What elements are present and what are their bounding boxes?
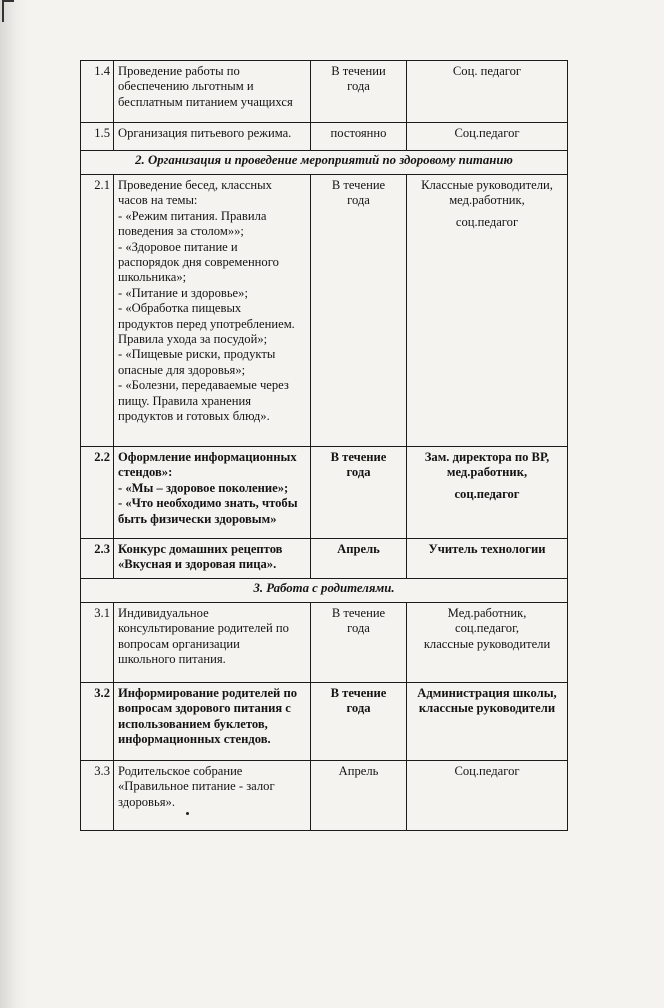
page-edge-shadow — [0, 0, 28, 1008]
activity-line: здоровья». — [118, 794, 175, 809]
ink-dot — [186, 812, 189, 815]
activity-line: вопросам здорового питания с — [118, 701, 291, 716]
table-row — [81, 603, 568, 683]
section-header-row — [81, 151, 568, 175]
activity-line: «Вкусная и здоровая пица». — [118, 557, 277, 572]
activity-line: информационных стендов. — [118, 732, 271, 747]
responsible-line: соц.педагог — [454, 486, 520, 501]
activity-line: - «Обработка пищевых — [118, 301, 242, 316]
responsible-cell — [407, 175, 568, 447]
term-line: постоянно — [330, 126, 387, 140]
activity-line: часов на темы: — [118, 193, 198, 208]
table-row — [81, 123, 568, 151]
term-line: В течение — [331, 178, 386, 192]
responsible-line: мед.работник, — [446, 465, 528, 480]
row-number: 3.3 — [81, 761, 114, 831]
row-number: 2.1 — [81, 175, 114, 447]
section-title: 2. Организация и проведение мероприятий по здоровому питанию — [81, 151, 568, 175]
activity-line: Индивидуальное — [118, 606, 209, 620]
responsible-line: Администрация школы, — [417, 686, 557, 700]
term-cell — [311, 447, 407, 539]
activities-table — [80, 60, 568, 831]
activity-cell — [114, 761, 311, 831]
term-line: года — [346, 701, 371, 716]
activity-line: школьника»; — [118, 270, 187, 285]
activity-line: консультирование родителей по — [118, 621, 289, 636]
term-cell — [311, 683, 407, 761]
term-line: В течение — [331, 606, 386, 620]
responsible-line: соц.педагог — [455, 214, 519, 229]
responsible-line: Соц. педагог — [452, 64, 522, 78]
corner-mark — [2, 0, 14, 22]
activity-line: распорядок дня современного — [118, 255, 279, 270]
section-header-row — [81, 579, 568, 603]
activity-line: - «Мы – здоровое поколение»; — [118, 480, 289, 495]
table-row — [81, 761, 568, 831]
activity-line: школьного питания. — [118, 652, 226, 667]
responsible-cell — [407, 761, 568, 831]
term-cell — [311, 175, 407, 447]
responsible-line: Классные руководители, — [421, 178, 553, 192]
row-number: 3.2 — [81, 683, 114, 761]
responsible-cell — [407, 683, 568, 761]
activity-cell — [114, 447, 311, 539]
activity-cell — [114, 539, 311, 579]
activity-cell — [114, 683, 311, 761]
responsible-line: Соц.педагог — [454, 126, 520, 140]
activity-line: Организация питьевого режима. — [118, 126, 292, 140]
activity-line: Родительское собрание — [118, 764, 243, 778]
term-cell — [311, 61, 407, 123]
responsible-cell — [407, 447, 568, 539]
term-line: В течение — [330, 686, 387, 700]
activity-line: Проведение бесед, классных — [118, 178, 272, 192]
activity-cell — [114, 61, 311, 123]
row-number: 1.5 — [81, 123, 114, 151]
activity-line: «Правильное питание - залог — [118, 779, 275, 794]
activity-line: - «Что необходимо знать, чтобы — [118, 496, 298, 511]
activity-line: - «Здоровое питание и — [118, 239, 238, 254]
activity-line: Проведение работы по — [118, 64, 240, 78]
term-line: года — [346, 465, 371, 480]
activity-cell — [114, 123, 311, 151]
activity-line: быть физически здоровым» — [118, 511, 277, 526]
row-number: 3.1 — [81, 603, 114, 683]
responsible-cell — [407, 603, 568, 683]
responsible-line: мед.работник, — [449, 193, 525, 208]
responsible-line: соц.педагог, — [455, 621, 519, 636]
term-cell — [311, 761, 407, 831]
responsible-line: классные руководители — [423, 636, 551, 651]
responsible-cell — [407, 539, 568, 579]
term-line: года — [347, 79, 370, 94]
row-number: 2.2 — [81, 447, 114, 539]
activity-line: обеспечению льготным и — [118, 79, 254, 94]
row-number: 2.3 — [81, 539, 114, 579]
activity-line: поведения за столом»»; — [118, 224, 244, 239]
activity-line: использованием буклетов, — [118, 716, 268, 731]
term-cell — [311, 123, 407, 151]
row-number: 1.4 — [81, 61, 114, 123]
plan-table — [80, 60, 568, 831]
responsible-cell — [407, 123, 568, 151]
activity-line: - «Режим питания. Правила — [118, 208, 267, 223]
activity-line: - «Питание и здоровье»; — [118, 285, 248, 300]
activity-line: продуктов и готовых блюд». — [118, 409, 270, 424]
responsible-cell — [407, 61, 568, 123]
activity-line: стендов»: — [118, 465, 173, 480]
activity-line: - «Пищевые риски, продукты — [118, 347, 276, 362]
activity-line: бесплатным питанием учащихся — [118, 94, 293, 109]
table-row — [81, 61, 568, 123]
responsible-line: Учитель технологии — [428, 542, 546, 556]
responsible-line: Зам. директора по ВР, — [424, 450, 550, 464]
section-title: 3. Работа с родителями. — [81, 579, 568, 603]
activity-line: - «Болезни, передаваемые через — [118, 378, 289, 393]
responsible-line: Соц.педагог — [454, 764, 520, 778]
activity-line: Правила ухода за посудой»; — [118, 332, 268, 347]
activity-cell — [114, 175, 311, 447]
term-line: Апрель — [338, 764, 379, 778]
term-cell — [311, 603, 407, 683]
term-cell — [311, 539, 407, 579]
activity-line: вопросам организации — [118, 636, 240, 651]
term-line: В течении — [331, 64, 386, 78]
activity-line: опасные для здоровья»; — [118, 362, 246, 377]
term-line: года — [347, 193, 370, 208]
table-row — [81, 175, 568, 447]
table-row — [81, 539, 568, 579]
activity-cell — [114, 603, 311, 683]
responsible-line: Мед.работник, — [447, 606, 527, 620]
activity-line: Информирование родителей по — [118, 686, 297, 700]
term-line: года — [347, 621, 370, 636]
responsible-line: классные руководители — [418, 701, 556, 716]
term-line: В течение — [330, 450, 387, 464]
activity-line: Оформление информационных — [118, 450, 297, 464]
table-row — [81, 683, 568, 761]
table-row — [81, 447, 568, 539]
activity-line: продуктов перед употреблением. — [118, 316, 295, 331]
activity-line: Конкурс домашних рецептов — [118, 542, 283, 556]
activity-line: пищу. Правила хранения — [118, 393, 251, 408]
term-line: Апрель — [337, 542, 380, 556]
